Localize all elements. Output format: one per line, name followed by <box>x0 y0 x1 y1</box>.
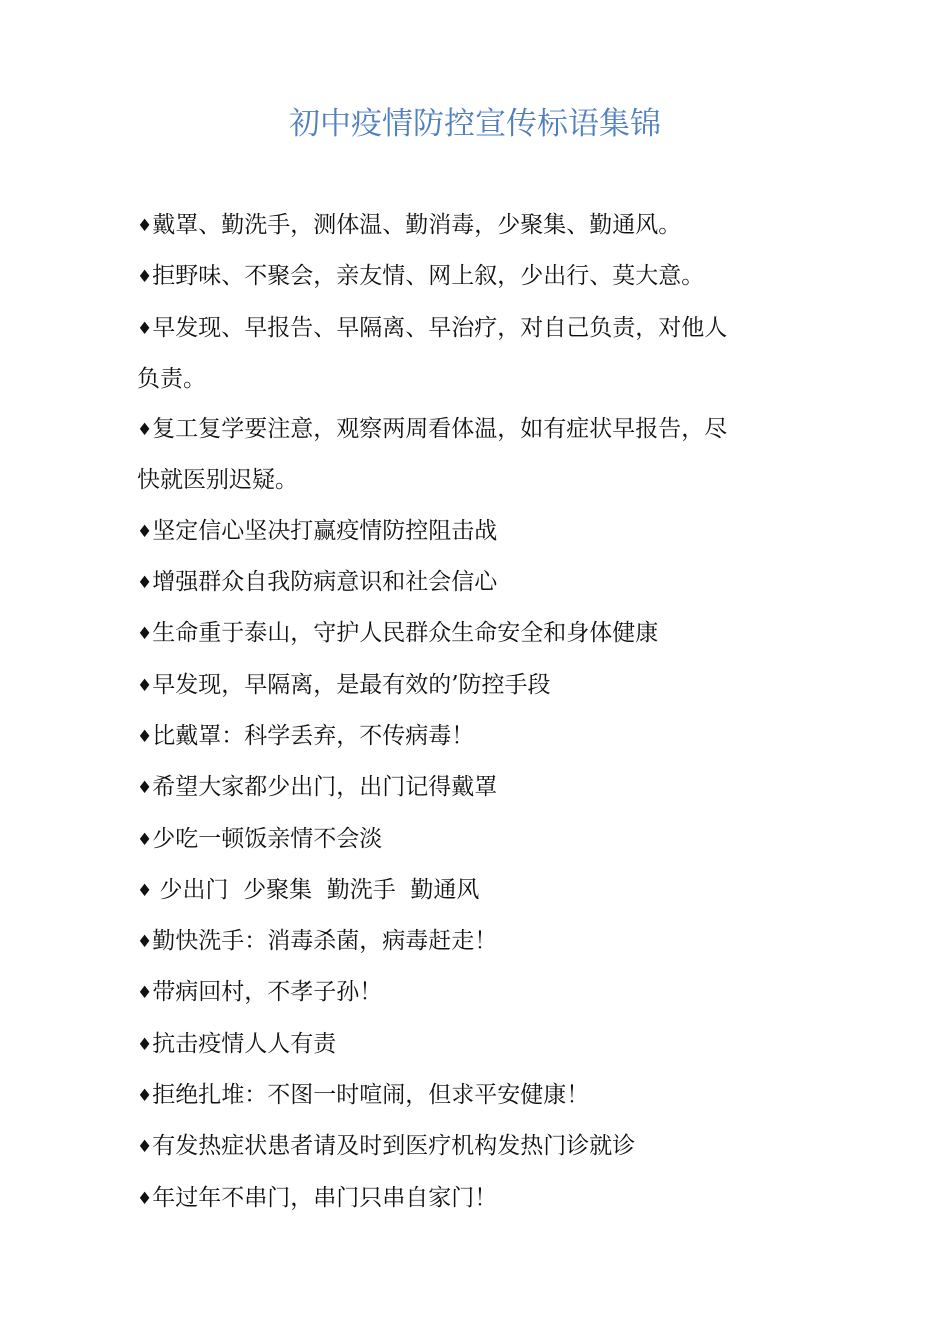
slogan-text: 早发现，早隔离，是最有效的’防控手段 <box>152 671 551 698</box>
slogan-item <box>137 814 747 865</box>
slogan-item <box>137 1019 747 1070</box>
slogan-text: 少吃一顿饭亲情不会淡 <box>152 825 383 852</box>
diamond-bullet-icon: ♦ <box>137 216 153 236</box>
slogan-item <box>137 608 747 659</box>
slogan-item <box>137 404 747 506</box>
slogan-text: 少出门 少聚集 勤洗手 勤通风 <box>152 876 480 903</box>
slogan-item <box>137 660 747 711</box>
slogan-item <box>137 1121 747 1172</box>
slogan-text: 坚定信心坚决打赢疫情防控阻击战 <box>152 517 498 544</box>
diamond-bullet-icon: ♦ <box>137 829 153 850</box>
slogan-text: 勤快洗手：消毒杀菌，病毒赶走！ <box>152 928 498 955</box>
slogan-item <box>137 251 747 302</box>
slogan-item <box>137 557 747 608</box>
slogan-text: 戴罩、勤洗手，测体温、勤消毒，少聚集、勤通风。 <box>152 212 682 238</box>
slogan-text: 增强群众自我防病意识和社会信心 <box>152 569 498 596</box>
diamond-bullet-icon: ♦ <box>137 726 153 747</box>
slogan-text: 比戴罩：科学丢弃，不传病毒！ <box>152 722 475 749</box>
diamond-bullet-icon: ♦ <box>137 1034 153 1055</box>
slogan-text: 复工复学要注意，观察两周看体温，如有症状早报告，尽快就医别迟疑。 <box>137 416 728 494</box>
slogan-item <box>137 1173 747 1224</box>
slogan-text: 带病回村，不孝子孙！ <box>152 979 383 1006</box>
diamond-bullet-icon: ♦ <box>137 675 153 696</box>
diamond-bullet-icon: ♦ <box>137 1137 153 1158</box>
diamond-bullet-icon: ♦ <box>137 267 153 288</box>
diamond-bullet-icon: ♦ <box>137 1086 153 1107</box>
slogan-text: 生命重于泰山，守护人民群众生命安全和身体健康 <box>152 620 659 647</box>
diamond-bullet-icon: ♦ <box>137 932 153 953</box>
slogan-item <box>137 865 747 916</box>
slogan-item <box>137 762 747 813</box>
diamond-bullet-icon: ♦ <box>137 624 153 645</box>
diamond-bullet-icon: ♦ <box>137 880 153 901</box>
slogan-item <box>137 1070 747 1121</box>
slogan-item <box>137 711 747 762</box>
slogan-text: 希望大家都少出门，出门记得戴罩 <box>152 774 498 801</box>
diamond-bullet-icon: ♦ <box>137 778 153 799</box>
slogan-text: 有发热症状患者请及时到医疗机构发热门诊就诊 <box>152 1133 636 1160</box>
diamond-bullet-icon: ♦ <box>137 420 153 441</box>
slogan-item <box>137 303 747 405</box>
diamond-bullet-icon: ♦ <box>137 1188 153 1209</box>
document-title: 初中疫情防控宣传标语集锦 <box>289 106 661 142</box>
diamond-bullet-icon: ♦ <box>137 521 153 542</box>
slogan-item <box>137 916 747 967</box>
slogan-text: 拒绝扎堆：不图一时喧闹，但求平安健康！ <box>152 1082 590 1109</box>
slogan-list <box>137 200 747 1224</box>
slogan-text: 抗击疫情人人有责 <box>152 1030 337 1057</box>
slogan-text: 年过年不串门，串门只串自家门！ <box>152 1184 498 1211</box>
slogan-item <box>137 506 747 557</box>
slogan-text: 拒野味、不聚会，亲友情、网上叙，少出行、莫大意。 <box>152 263 705 290</box>
slogan-item <box>137 967 747 1018</box>
slogan-text: 早发现、早报告、早隔离、早治疗，对自己负责，对他人负责。 <box>137 314 728 392</box>
diamond-bullet-icon: ♦ <box>137 318 153 339</box>
diamond-bullet-icon: ♦ <box>137 983 153 1004</box>
diamond-bullet-icon: ♦ <box>137 573 153 594</box>
slogan-item <box>137 200 747 251</box>
